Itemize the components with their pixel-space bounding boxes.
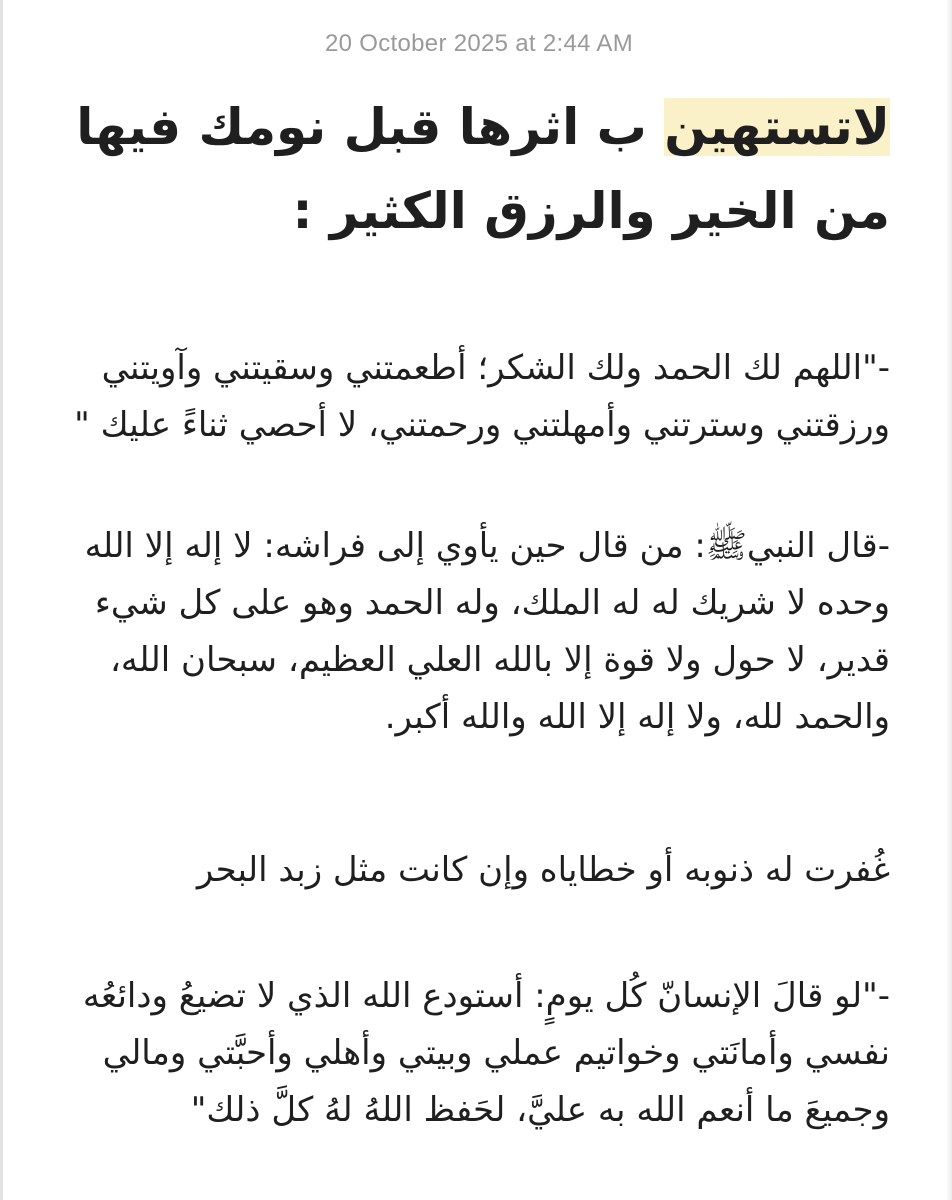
paragraph-forgiveness[interactable]: غُفرت له ذنوبه أو خطاياه وإن كانت مثل زبد البحر	[196, 850, 890, 890]
paragraph-entrusting[interactable]: -"لو قالَ الإنسانّ كُل يومٍ: أستودع الله الذي لا تضيعُ ودائعُه نفسي وأمانَتي وخواتيم عملي وبيتي وأهلي وأحبَّتي ومالي وجميعَ ما أنعم الله به عليَّ، لحَفظ اللهُ لهُ كلَّ ذلك"	[82, 976, 890, 1130]
page-edge-shadow	[946, 0, 952, 1200]
paragraph-dua-praise[interactable]: -"اللهم لك الحمد ولك الشكر؛ أطعمتني وسقيتني وآويتني ورزقتني وسترتني وأمهلتني ورحمتني، لا أحصي ثناءً عليك "	[74, 348, 890, 445]
note-title[interactable]	[60, 85, 890, 253]
title-text[interactable]: ب اثرها قبل نومك فيها من الخير والرزق الكثير :	[76, 98, 890, 240]
paragraph-hadith[interactable]: -قال النبيﷺ: من قال حين يأوي إلى فراشه: لا إله إلا الله وحده لا شريك له له الملك، وله الحمد وهو على كل شيء قدير، لا حول ولا قوة إلا بالله العلي العظيم، سبحان الله، والحمد لله، ولا إله إلا الله والله أكبر.	[84, 526, 890, 737]
title-highlighted-word[interactable]: لاتستهين	[664, 98, 890, 156]
note-timestamp: 20 October 2025 at 2:44 AM	[325, 30, 633, 57]
